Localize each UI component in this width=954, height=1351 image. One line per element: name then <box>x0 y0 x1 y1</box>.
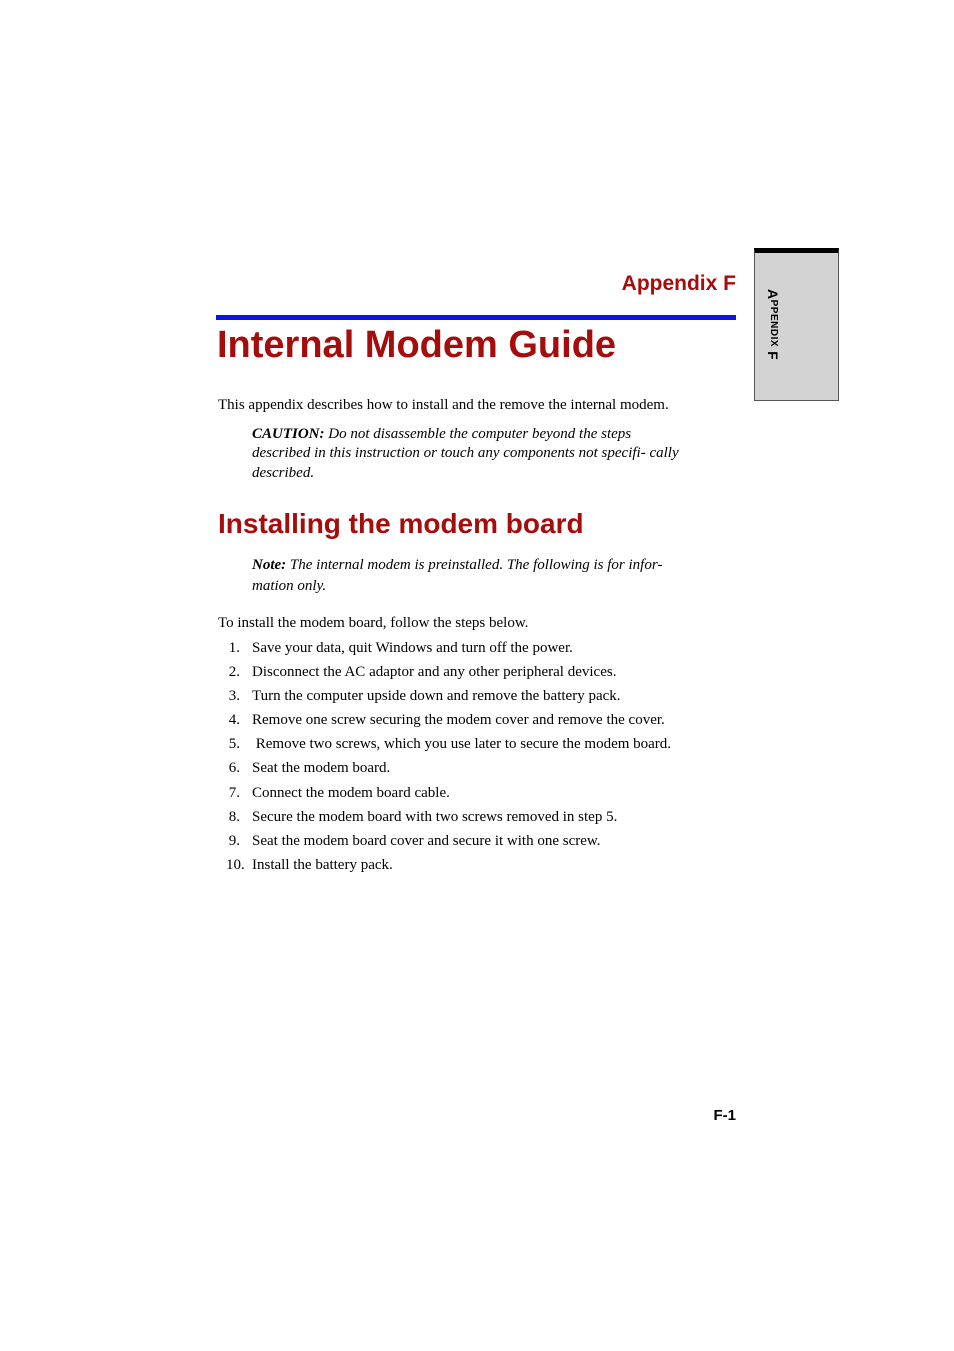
step-text: Turn the computer upside down and remove the battery pack. <box>252 688 621 705</box>
step-number: 8. <box>228 808 240 825</box>
section-heading: Installing the modem board <box>218 508 584 539</box>
appendix-label: Appendix F <box>621 272 736 295</box>
step-text: Secure the modem board with two screws removed in step 5. <box>252 808 618 825</box>
step-text: Install the battery pack. <box>252 856 393 873</box>
step-number: 7. <box>228 784 240 801</box>
page-title: Internal Modem Guide <box>217 324 617 366</box>
appendix-side-tab <box>754 248 839 401</box>
step-text: Seat the modem board cover and secure it with one screw. <box>252 832 601 849</box>
side-tab-first-letter: A <box>765 289 781 300</box>
step-text: Remove one screw securing the modem cover and remove the cover. <box>252 712 665 729</box>
step-text: Connect the modem board cable. <box>252 784 450 801</box>
step-number: 6. <box>228 760 240 777</box>
step-number: 5. <box>228 736 240 753</box>
side-tab-label <box>765 289 781 360</box>
step-number: 9. <box>228 832 240 849</box>
step-number: 4. <box>228 712 240 729</box>
step-number: 2. <box>228 664 240 681</box>
step-number: 10. <box>226 856 245 873</box>
caution-text: Do not disassemble the computer beyond the steps described in this instruction or touch any components not specifi- cally described. <box>252 426 679 481</box>
caution-label: CAUTION: <box>252 426 325 442</box>
page-number: F-1 <box>713 1107 736 1124</box>
side-tab-suffix: F <box>765 351 781 361</box>
step-text: Save your data, quit Windows and turn off the power. <box>252 640 573 656</box>
step-number: 1. <box>228 640 240 656</box>
step-text: Seat the modem board. <box>252 760 391 777</box>
caution-note <box>252 425 692 483</box>
side-tab-rest: PPENDIX <box>768 299 779 348</box>
intro-paragraph: This appendix describes how to install and the remove the internal modem. <box>218 397 669 413</box>
note-label: Note: <box>252 557 287 573</box>
steps-lead: To install the modem board, follow the steps below. <box>218 615 529 631</box>
step-text: Remove two screws, which you use later to secure the modem board. <box>252 736 672 753</box>
step-text: Disconnect the AC adaptor and any other peripheral devices. <box>252 664 617 681</box>
info-note <box>252 555 697 596</box>
step-number: 3. <box>228 688 240 705</box>
note-text: The internal modem is preinstalled. The following is for infor- mation only. <box>252 557 663 594</box>
